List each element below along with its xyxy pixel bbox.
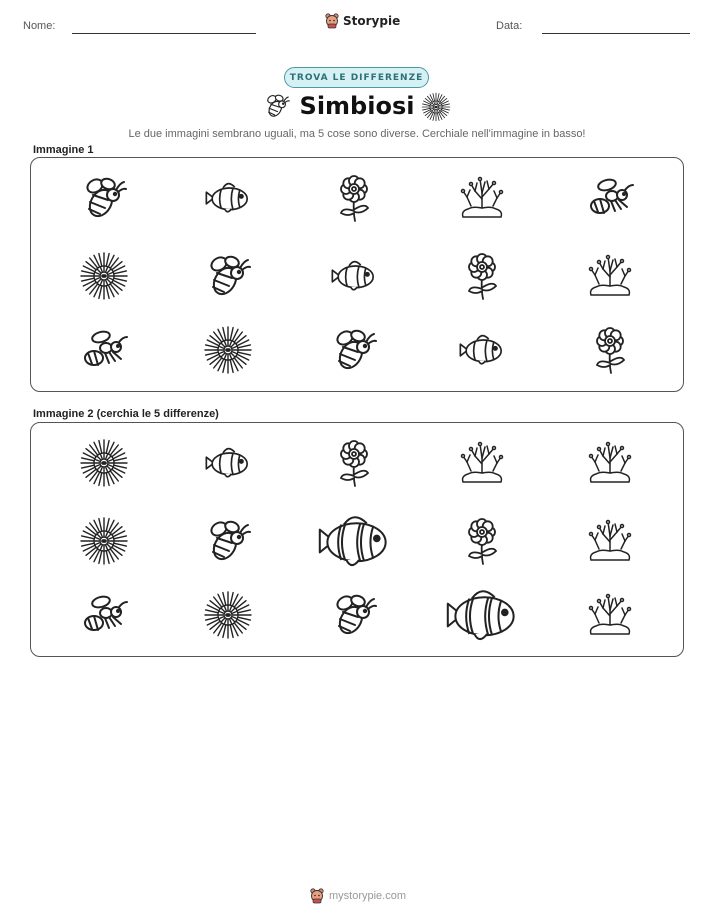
image2-anemone-icon[interactable]: [79, 516, 129, 566]
image2-clownfish-icon[interactable]: [316, 503, 392, 579]
brand-name: Storypie: [343, 14, 401, 28]
date-label: Data:: [496, 20, 523, 32]
image1-bee-icon: [203, 251, 253, 301]
title-bee-icon: [263, 92, 291, 120]
image1-flower-icon: [329, 173, 379, 223]
image1-bee-icon: [79, 173, 129, 223]
footer-url[interactable]: mystorypie.com: [329, 890, 407, 902]
image2-flower-icon[interactable]: [457, 516, 507, 566]
image2-anemone-icon[interactable]: [79, 438, 129, 488]
image1-panel: [30, 157, 684, 392]
image1-flower-icon: [585, 325, 635, 375]
image1-coral-icon: [457, 173, 507, 223]
image2-coral-icon[interactable]: [585, 438, 635, 488]
image2-coral-icon[interactable]: [585, 516, 635, 566]
name-field[interactable]: [72, 33, 256, 34]
instructions: Le due immagini sembrano uguali, ma 5 cose sono diverse. Cerchiale nell'immagine in basso!: [128, 128, 586, 140]
image1-clownfish-icon: [329, 251, 379, 301]
image1-anemone-icon: [203, 325, 253, 375]
image1-bee-side-icon: [79, 325, 129, 375]
page-title: Simbiosi: [299, 92, 415, 120]
brand-logo: [325, 13, 400, 29]
image2-coral-icon[interactable]: [457, 438, 507, 488]
image2-bee-icon[interactable]: [329, 590, 379, 640]
image1-label: Immagine 1: [33, 144, 94, 156]
image2-panel[interactable]: [30, 422, 684, 657]
image2-anemone-icon[interactable]: [203, 590, 253, 640]
date-field[interactable]: [542, 33, 690, 34]
storypie-mascot-icon: [325, 13, 339, 29]
image1-anemone-icon: [79, 251, 129, 301]
image1-clownfish-icon: [203, 173, 253, 223]
storypie-mascot-icon: [310, 888, 324, 904]
image2-clownfish-icon[interactable]: [444, 577, 520, 653]
image2-bee-icon[interactable]: [203, 516, 253, 566]
image2-coral-icon[interactable]: [585, 590, 635, 640]
image2-bee-side-icon[interactable]: [79, 590, 129, 640]
image1-bee-side-icon: [585, 173, 635, 223]
title-anemone-icon: [421, 92, 451, 122]
image1-coral-icon: [585, 251, 635, 301]
footer: [310, 888, 406, 904]
image1-bee-icon: [329, 325, 379, 375]
image1-clownfish-icon: [457, 325, 507, 375]
image2-flower-icon[interactable]: [329, 438, 379, 488]
image2-clownfish-icon[interactable]: [203, 438, 253, 488]
image2-label: Immagine 2 (cerchia le 5 differenze): [33, 408, 219, 420]
activity-badge: TROVA LE DIFFERENZE: [284, 67, 429, 88]
name-label: Nome:: [23, 20, 56, 32]
image1-flower-icon: [457, 251, 507, 301]
